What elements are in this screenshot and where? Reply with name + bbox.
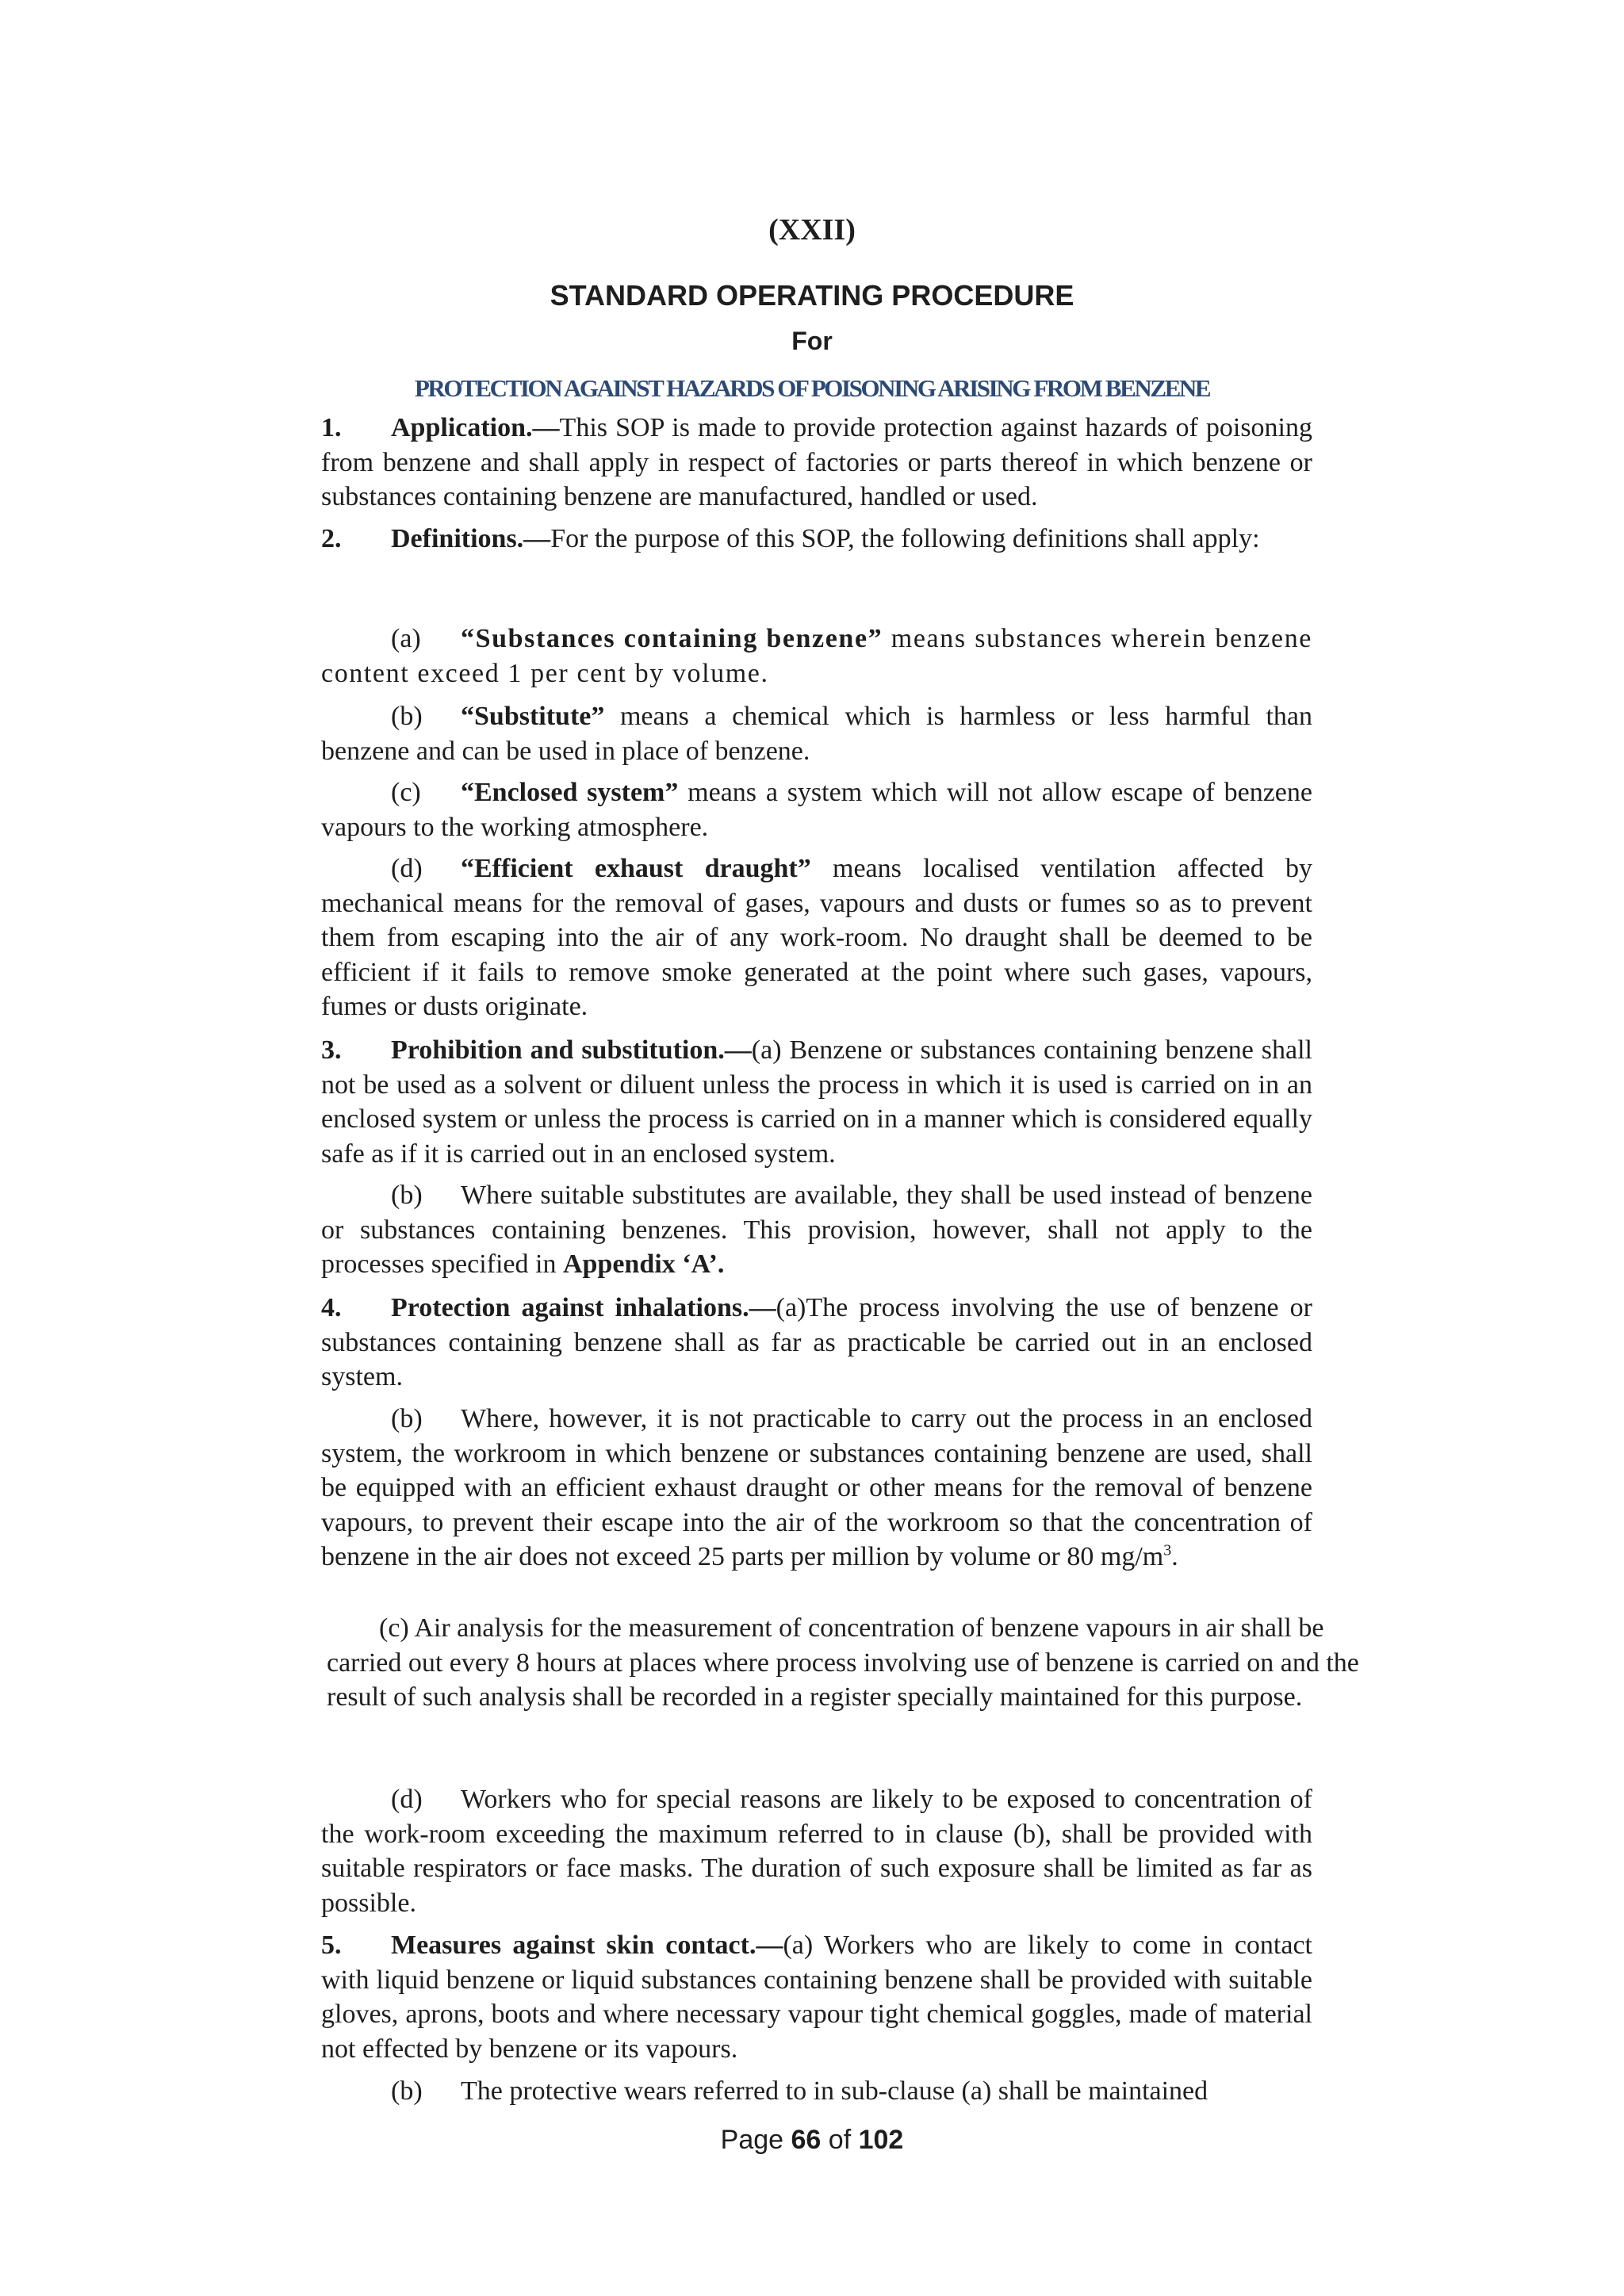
clause-text: The protective wears referred to in sub-clause (a) shall be maintained — [461, 2076, 1208, 2106]
current-page-number: 66 — [791, 2125, 822, 2155]
clause-label: (d) — [391, 854, 423, 883]
definition-d — [321, 851, 1312, 1024]
clause-label: (d) — [391, 1785, 423, 1814]
clause-label: (b) — [391, 702, 423, 731]
roman-numeral: (XXII) — [768, 213, 856, 247]
section-4-inhalation — [321, 1291, 1312, 1395]
clause-text: (c) Air analysis for the measurement of concentration of benzene vapours in air shall be carried out every 8 hours at places where process involving use of benzene is carried on and the result of such analysis shall be recorded in a register specially maintained for this purpose. — [327, 1613, 1359, 1712]
section-number: 4. — [321, 1293, 342, 1322]
section-3-clause-b — [321, 1178, 1312, 1282]
definition-a — [321, 622, 1312, 691]
clause-end: . — [1171, 1542, 1178, 1571]
clause-text: Where suitable substitutes are available, they shall be used instead of benzene or substances containing benzenes. This provision, however, shall not apply to the processes specified in — [321, 1181, 1312, 1279]
clause-label: (a) — [391, 624, 421, 653]
section-number: 1. — [321, 413, 342, 442]
definition-text: means substances wherein benzene content exceed 1 per cent by volume. — [321, 624, 1312, 688]
clause-label: (b) — [391, 1404, 423, 1433]
section-text: For the purpose of this SOP, the following definitions shall apply: — [550, 524, 1260, 553]
section-number: 5. — [321, 1931, 342, 1960]
defined-term: “Substances containing benzene” — [461, 624, 883, 653]
total-pages: 102 — [858, 2125, 904, 2155]
defined-term: “Substitute” — [461, 702, 605, 731]
section-3-prohibition — [321, 1033, 1312, 1171]
clause-label: (b) — [391, 1181, 423, 1210]
section-4-clause-b — [321, 1402, 1312, 1575]
clause-text: Where, however, it is not practicable to carry out the process in an enclosed system, the workroom in which benzene or substances containing benzene are used, shall be equipped with an efficient exhaust draught or other means for the removal of benzene vapours, to prevent their escape into the air of the workroom so that the concentration of benzene in the air does not exceed 25 parts per million by volume or 80 mg/m — [321, 1404, 1312, 1571]
section-heading: Measures against skin contact.— — [391, 1931, 783, 1960]
section-heading: Application.— — [391, 413, 560, 442]
section-text: (a)The process involving the use of benzene or substances containing benzene shall as far as practicable be carried out in an enclosed system. — [321, 1293, 1312, 1391]
section-1-application — [321, 411, 1312, 515]
section-number: 2. — [321, 524, 342, 553]
section-2-definitions — [321, 522, 1312, 557]
section-4-clause-d — [321, 1782, 1312, 1920]
section-5-skin-contact — [321, 1928, 1312, 2066]
appendix-reference: Appendix ‘A’. — [562, 1249, 725, 1279]
definition-text: means a chemical which is harmless or less harmful than benzene and can be used in place of benzene. — [321, 702, 1312, 766]
definition-text: means a system which will not allow escape of benzene vapours to the working atmosphere. — [321, 778, 1312, 842]
section-text: This SOP is made to provide protection against hazards of poisoning from benzene and shall apply in respect of factories or parts thereof in which benzene or substances containing benzene are manufactured, handled or used. — [321, 413, 1312, 511]
page-word: Page — [720, 2125, 784, 2155]
section-5-clause-b — [321, 2074, 1312, 2109]
section-heading: Protection against inhalations.— — [391, 1293, 776, 1322]
section-text: (a) Benzene or substances containing benzene shall not be used as a solvent or diluent unless the process in which it is used is carried on in an enclosed system or unless the process is carried on in a manner which is considered equally safe as if it is carried out in an enclosed system. — [321, 1035, 1312, 1169]
document-subject: PROTECTION AGAINST HAZARDS OF POISONING ARISING FROM BENZENE — [414, 374, 1210, 402]
clause-label: (b) — [391, 2076, 423, 2106]
section-heading: Definitions.— — [391, 524, 551, 553]
section-number: 3. — [321, 1035, 342, 1065]
page-footer — [0, 2125, 1624, 2156]
clause-label: (c) — [391, 778, 421, 807]
definition-b — [321, 699, 1312, 768]
superscript: 3 — [1163, 1541, 1172, 1559]
document-title: STANDARD OPERATING PROCEDURE — [550, 279, 1074, 312]
section-4-clause-c — [327, 1611, 1391, 1715]
definition-c — [321, 775, 1312, 844]
of-word: of — [828, 2125, 852, 2155]
section-heading: Prohibition and substitution.— — [391, 1035, 752, 1065]
clause-text: Workers who for special reasons are likely to be exposed to concentration of the work-room exceeding the maximum referred to in clause (b), shall be provided with suitable respirators or face masks. The duration of such exposure shall be limited as far as possible. — [321, 1785, 1312, 1918]
section-text: (a) Workers who are likely to come in contact with liquid benzene or liquid substances containing benzene shall be provided with suitable gloves, aprons, boots and where necessary vapour tight chemical goggles, made of material not effected by benzene or its vapours. — [321, 1931, 1312, 2064]
defined-term: “Enclosed system” — [461, 778, 679, 807]
for-line: For — [791, 327, 833, 355]
defined-term: “Efficient exhaust draught” — [461, 854, 811, 883]
definition-text: means localised ventilation affected by mechanical means for the removal of gases, vapours and dusts or fumes so as to prevent them from escaping into the air of any work-room. No draught shall be deemed to be efficient if it fails to remove smoke generated at the point where such gases, vapours, fumes or dusts originate. — [321, 854, 1312, 1021]
